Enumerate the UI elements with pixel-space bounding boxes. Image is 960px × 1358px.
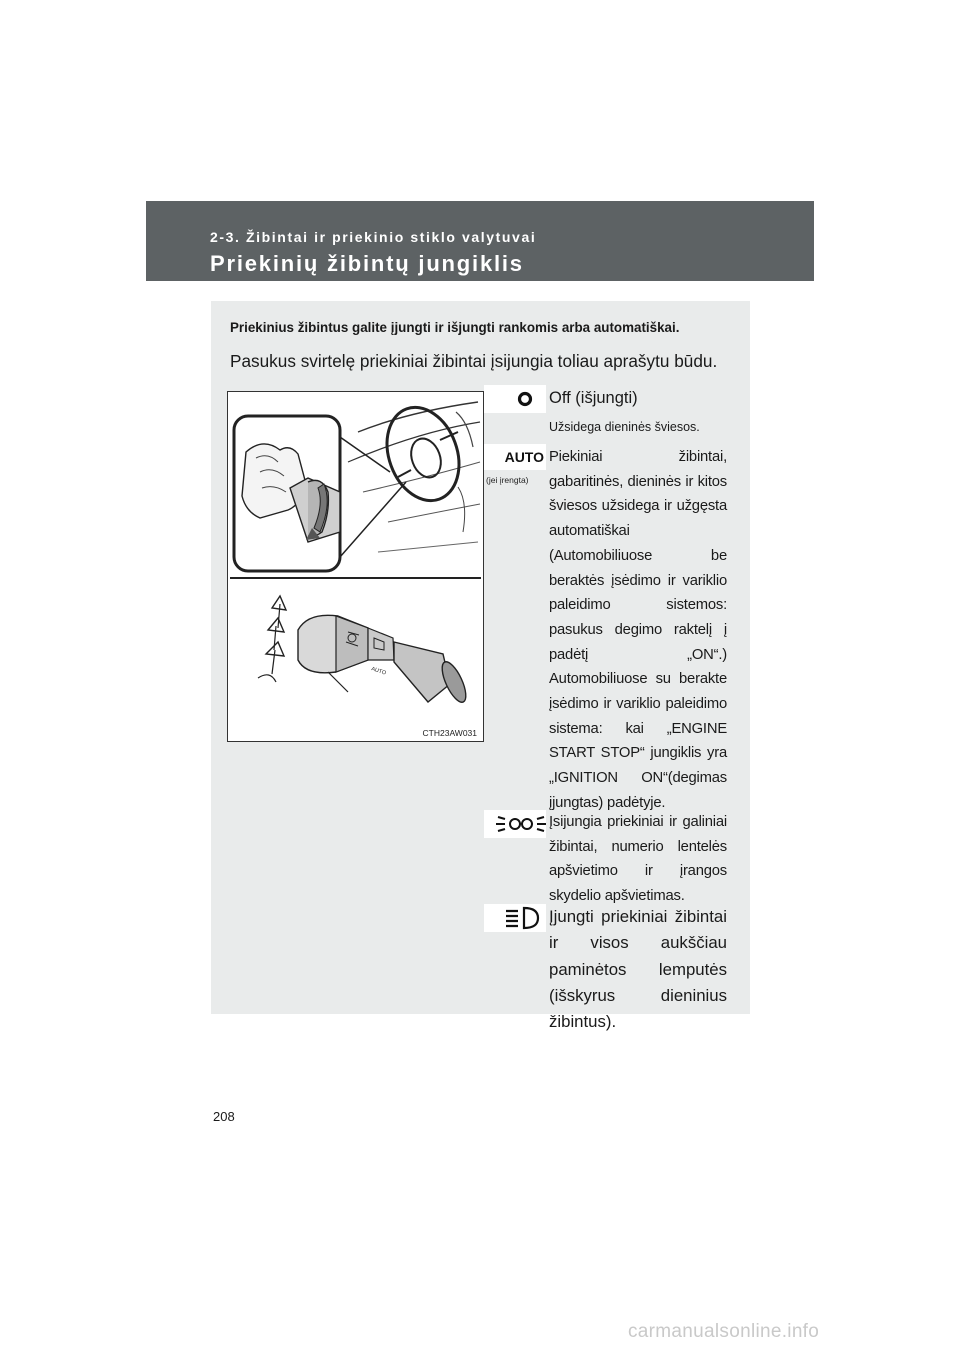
headlight-switch-illustration [227, 391, 484, 742]
headlight-description: Įjungti priekiniai žibintai ir visos aukščiau paminėtos lemputės (išskyrus dieninius žibintus). [549, 907, 727, 1032]
switch-drawing [228, 392, 483, 741]
off-position-icon [484, 385, 546, 413]
auto-icon-text: AUTO [504, 449, 544, 465]
intro-summary: Priekinius žibintus galite įjungti ir išjungti rankomis arba automatiškai. [230, 320, 680, 335]
intro-text: Pasukus svirtelę priekiniai žibintai įsijungia toliau aprašytu būdu. [230, 351, 718, 371]
auto-icon [484, 444, 546, 470]
off-description: Užsidega dieninės šviesos. [549, 420, 700, 434]
parking-lights-icon [484, 810, 546, 838]
optional-equipment-note: (jei įrengta) [486, 475, 529, 485]
figure-code: CTH23AW031 [422, 728, 477, 738]
off-title: Off (išjungti) [549, 389, 638, 407]
content-panel [211, 301, 750, 1032]
watermark: carmanualsonline.info [628, 1321, 820, 1342]
page-number: 208 [213, 1109, 235, 1124]
parking-lights-description: Įsijungia priekiniai ir galiniai žibintai, numerio lentelės apšvietimo ir įrangos skydelio apšvietimas. [549, 814, 727, 905]
headlight-icon [484, 904, 546, 932]
page-title: Priekinių žibintų jungiklis [210, 251, 524, 276]
switch-auto-label: AUTO [370, 666, 387, 677]
auto-description: Piekiniai žibintai, gabaritinės, dieninės ir kitos šviesos užsidega ir užgęsta automatiškai (Automobiliuose be beraktės įsėdimo ir variklio paleidimo sistemos: pasukus degimo raktelį į padėtį „ON“.) Automobiliuose su berakte įsėdimo ir variklio paleidimo sistema: kai „ENGINE START STOP“ jungiklis yra „IGNITION ON“(degimas įjungtas) padėtyje. [549, 449, 727, 811]
section-label: 2-3. Žibintai ir priekinio stiklo valytuvai [210, 229, 537, 245]
chapter-header [146, 201, 814, 281]
